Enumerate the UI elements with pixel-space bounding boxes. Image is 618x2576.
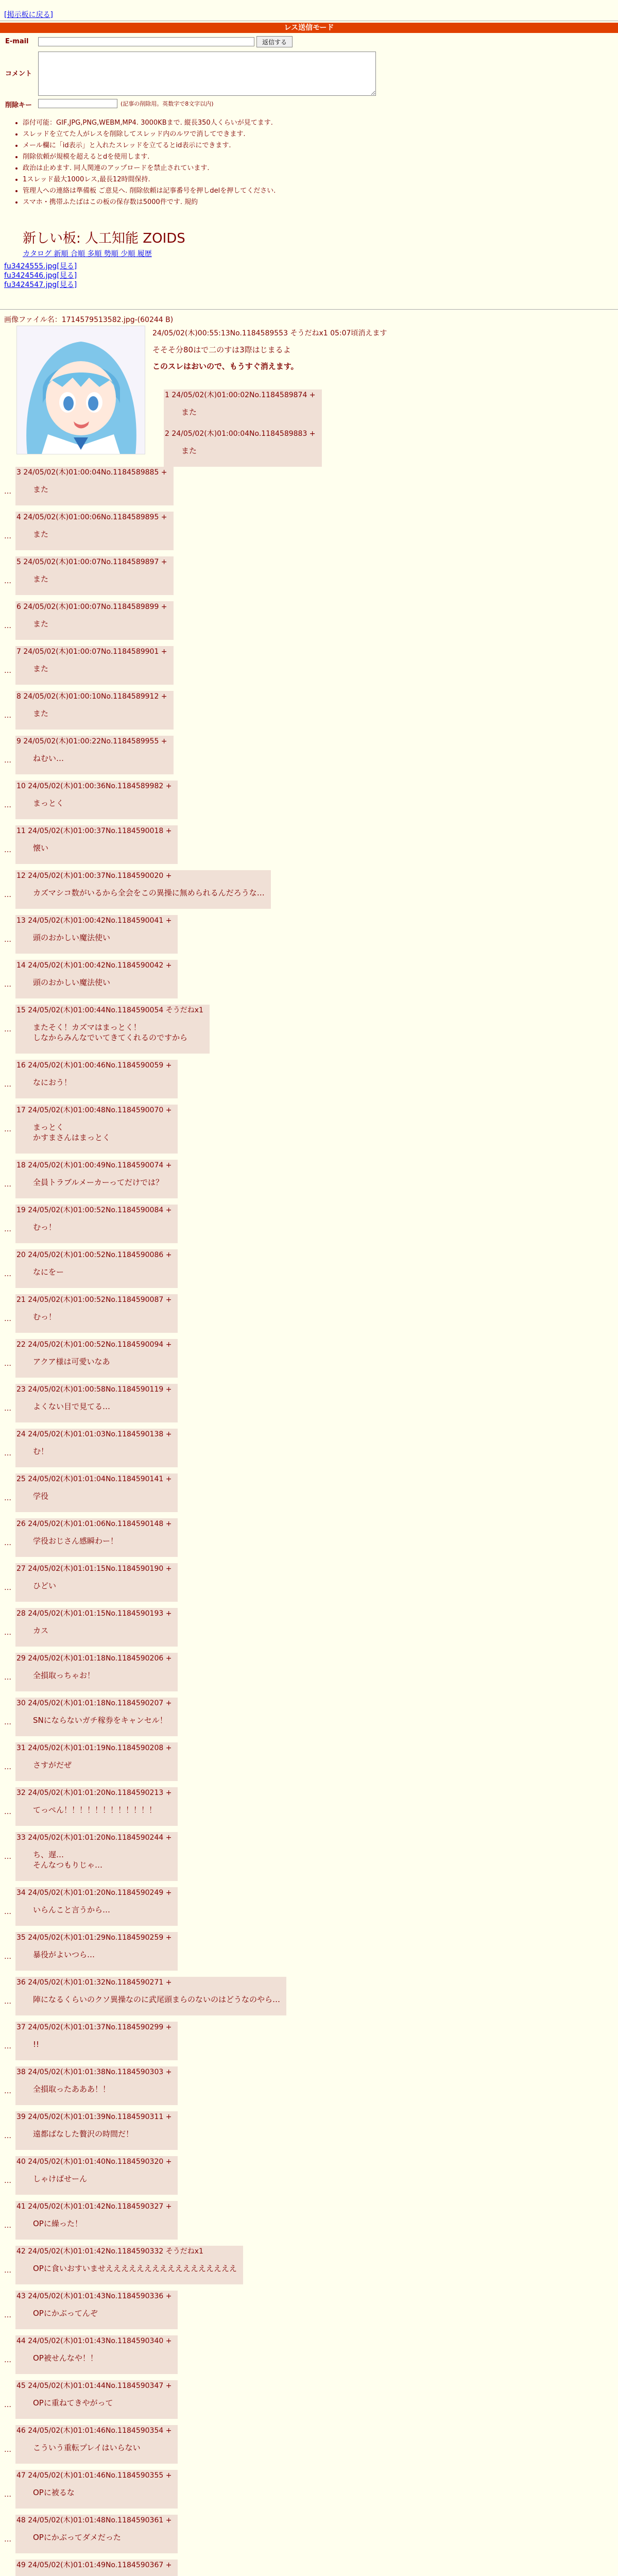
reply-body: むっ！ xyxy=(33,1312,57,1321)
reply-indent-marker: … xyxy=(4,1404,11,1413)
op-post-meta: 24/05/02(木)00:55:13No.1184589553 そうだねx1 05:07頃消えます xyxy=(152,329,387,337)
reply-body: カス xyxy=(33,1626,49,1635)
file-link-list xyxy=(4,262,77,290)
reply-indent-marker: … xyxy=(4,1494,11,1502)
reply-meta[interactable]: 41 24/05/02(木)01:01:42No.1184590327 + xyxy=(16,2202,172,2211)
reply-indent-marker: … xyxy=(4,711,11,720)
reply-indent-marker: … xyxy=(4,1908,11,1916)
reply-post xyxy=(15,1742,178,1781)
reply-body: アクア様は可愛いなあ xyxy=(33,1357,110,1366)
reply-post xyxy=(15,1339,178,1378)
reply-meta[interactable]: 6 24/05/02(木)01:00:07No.1184589899 + xyxy=(16,603,167,611)
thread-image-thumbnail[interactable] xyxy=(16,326,145,454)
reply-indent-marker: … xyxy=(4,2042,11,2050)
reply-post xyxy=(15,2111,178,2150)
reply-body: まっとく xyxy=(33,799,64,808)
reply-body: OPにかぶってんぞ xyxy=(33,2309,98,2318)
reply-indent-marker: … xyxy=(4,2401,11,2409)
reply-body: 懐い xyxy=(33,843,49,853)
reply-meta[interactable]: 35 24/05/02(木)01:01:29No.1184590259 + xyxy=(16,1934,172,1942)
reply-post xyxy=(15,2380,178,2419)
reply-indent-marker: … xyxy=(4,2446,11,2454)
reply-body: む！ xyxy=(33,1447,49,1456)
reply-indent-marker: … xyxy=(4,1315,11,1323)
reply-indent-marker: … xyxy=(4,1080,11,1089)
reply-indent-marker: … xyxy=(4,532,11,540)
reply-post xyxy=(15,1429,178,1467)
reply-body: てっぺん！！！！！！！！！！！！ xyxy=(33,1805,157,1815)
reply-body: また xyxy=(33,485,49,494)
reply-indent-marker: … xyxy=(4,1225,11,1233)
comment-textarea[interactable] xyxy=(38,52,376,96)
reply-post xyxy=(15,1518,178,1557)
reply-mode-bar: レス送信モード xyxy=(0,23,618,33)
reply-post xyxy=(15,1887,178,1926)
reply-meta[interactable]: 38 24/05/02(木)01:01:38No.1184590303 + xyxy=(16,2068,172,2076)
reply-body: ねむい… xyxy=(33,754,64,763)
new-board-announcement[interactable]: 新しい板: 人工知能 ZOIDS xyxy=(23,231,185,246)
reply-body: よくない目で見てる… xyxy=(33,1402,111,1411)
note-item: • 政治は止めます. 同人関連のアップロードを禁止されています. xyxy=(23,163,589,174)
reply-indent-marker: … xyxy=(4,2177,11,2185)
reply-post xyxy=(15,1787,178,1826)
reply-body: またそく！カズマはまっとく！ しなからみんなでいてきてくれるのですから xyxy=(33,1023,188,1042)
catalog-nav-links[interactable]: カタログ 新順 合順 多順 勢順 少順 履歴 xyxy=(23,250,152,258)
reply-meta[interactable]: 3 24/05/02(木)01:00:04No.1184589885 + xyxy=(16,468,167,477)
email-label: E-mail xyxy=(5,38,29,45)
reply-body: 全損取っちゃお！ xyxy=(33,1671,95,1680)
reply-indent-marker: … xyxy=(4,1853,11,1861)
reply-post xyxy=(15,1294,178,1333)
reply-body: また xyxy=(181,446,197,455)
reply-post xyxy=(15,1473,178,1512)
reply-body: 全損取ったあああ！！ xyxy=(33,2084,111,2094)
reply-post xyxy=(15,781,178,819)
email-input[interactable] xyxy=(38,37,254,46)
reply-body: また xyxy=(181,408,197,417)
reply-indent-marker: … xyxy=(4,756,11,765)
comment-label: コメント xyxy=(5,70,32,78)
reply-indent-marker: … xyxy=(4,577,11,585)
reply-meta[interactable]: 2 24/05/02(木)01:00:04No.1184589883 + xyxy=(165,430,316,438)
reply-indent-marker: … xyxy=(4,846,11,854)
reply-body: また xyxy=(33,530,49,539)
reply-post xyxy=(15,960,178,998)
reply-body: OP被せんなや！！ xyxy=(33,2353,98,2363)
reply-meta[interactable]: 14 24/05/02(木)01:00:42No.1184590042 + xyxy=(16,961,172,970)
reply-indent-marker: … xyxy=(4,1539,11,1547)
reply-body: さすがだぜ xyxy=(33,1760,72,1770)
reply-body: また xyxy=(33,664,49,673)
reply-meta[interactable]: 24 24/05/02(木)01:01:03No.1184590138 + xyxy=(16,1430,172,1438)
reply-indent-marker: … xyxy=(4,2535,11,2544)
reply-post xyxy=(15,825,178,864)
reply-indent-marker: … xyxy=(4,487,11,496)
reply-indent-marker: … xyxy=(4,1125,11,1133)
reply-indent-marker: … xyxy=(4,2087,11,2095)
back-to-board-link[interactable]: [掲示板に戻る] xyxy=(4,11,53,19)
reply-meta[interactable]: 49 24/05/02(木)01:01:49No.1184590367 + xyxy=(16,2561,172,2569)
reply-indent-marker: … xyxy=(4,622,11,630)
board-notes xyxy=(13,117,589,208)
reply-post xyxy=(15,1060,178,1098)
reply-meta[interactable]: 39 24/05/02(木)01:01:39No.1184590311 + xyxy=(16,2113,172,2121)
reply-meta[interactable]: 1 24/05/02(木)01:00:02No.1184589874 + xyxy=(165,391,316,399)
file-link[interactable]: fu3424547.jpg[見る] xyxy=(4,281,77,289)
reply-meta[interactable]: 19 24/05/02(木)01:00:52No.1184590084 + xyxy=(16,1206,172,1214)
reply-post xyxy=(15,646,174,685)
reply-indent-marker: … xyxy=(4,2266,11,2275)
reply-indent-marker: … xyxy=(4,891,11,899)
reply-meta[interactable]: 44 24/05/02(木)01:01:43No.1184590340 + xyxy=(16,2337,172,2345)
reply-body: 頭のおかしい魔法使い xyxy=(33,933,111,942)
reply-meta[interactable]: 33 24/05/02(木)01:01:20No.1184590244 + xyxy=(16,1834,172,1842)
reply-body: 全員トラブルメーカーってだけでは？ xyxy=(33,1178,164,1187)
reply-body: ひどい xyxy=(33,1581,57,1590)
reply-post xyxy=(15,1977,286,2015)
reply-post xyxy=(15,2246,243,2284)
reply-body: また xyxy=(33,619,49,629)
reply-body: むっ！ xyxy=(33,1223,57,1232)
thread-divider xyxy=(0,309,618,310)
reply-body: OPに繰った！ xyxy=(33,2219,82,2228)
reply-meta[interactable]: 48 24/05/02(木)01:01:48No.1184590361 + xyxy=(16,2516,172,2524)
reply-meta[interactable]: 36 24/05/02(木)01:01:32No.1184590271 + xyxy=(16,1978,172,1987)
reply-indent-marker: … xyxy=(4,1180,11,1189)
reply-indent-marker: … xyxy=(4,1584,11,1592)
reply-indent-marker: … xyxy=(4,1763,11,1771)
reply-meta[interactable]: 46 24/05/02(木)01:01:46No.1184590354 + xyxy=(16,2427,172,2435)
reply-body: なにおう！ xyxy=(33,1078,72,1087)
reply-indent-marker: … xyxy=(4,1997,11,2006)
reply-meta[interactable]: 34 24/05/02(木)01:01:20No.1184590249 + xyxy=(16,1889,172,1897)
reply-body: 暴役がよいつら… xyxy=(33,1950,95,1959)
reply-meta[interactable]: 22 24/05/02(木)01:00:52No.1184590094 + xyxy=(16,1341,172,1349)
reply-meta[interactable]: 7 24/05/02(木)01:00:07No.1184589901 + xyxy=(16,648,167,656)
reply-meta[interactable]: 8 24/05/02(木)01:00:10No.1184589912 + xyxy=(16,692,167,701)
reply-body: 陣になるくらいのクソ異操なのに武尾頭まらのないのはどうなのやら… xyxy=(33,1995,281,2004)
reply-post xyxy=(15,2291,178,2329)
note-item: • メール欄に「id表示」と入れたスレッドを立てるとid表示にできます. xyxy=(23,140,589,151)
note-item: • 管理人への連絡は準備板 ご意見へ. 削除依頼は記事番号を押しdelを押してください. xyxy=(23,185,589,197)
reply-body: 遠都ばなした贅沢の時間だ！ xyxy=(33,2129,134,2139)
file-link[interactable]: fu3424555.jpg[見る] xyxy=(4,262,77,270)
reply-post xyxy=(15,915,178,954)
reply-body: しゃけばせーん xyxy=(33,2174,88,2183)
reply-meta[interactable]: 21 24/05/02(木)01:00:52No.1184590087 + xyxy=(16,1296,172,1304)
reply-post xyxy=(15,512,174,550)
reply-post xyxy=(15,1005,210,1054)
reply-body: 学役 xyxy=(33,1492,49,1501)
reply-post xyxy=(15,1932,178,1971)
reply-body: !! xyxy=(33,2040,40,2049)
reply-meta[interactable]: 37 24/05/02(木)01:01:37No.1184590299 + xyxy=(16,2023,172,2031)
note-item: • 削除依頼が規模を超えるとdを使用します. xyxy=(23,151,589,163)
reply-meta[interactable]: 10 24/05/02(木)01:00:36No.1184589982 + xyxy=(16,782,172,790)
reply-indent-marker: … xyxy=(4,1449,11,1458)
reply-meta[interactable]: 12 24/05/02(木)01:00:37No.1184590020 + xyxy=(16,872,172,880)
note-item: • スレッドを立てた人がレスを削除してスレッド内のルワで消してできます. xyxy=(23,129,589,140)
reply-meta[interactable]: 40 24/05/02(木)01:01:40No.1184590320 + xyxy=(16,2158,172,2166)
reply-meta[interactable]: 18 24/05/02(木)01:00:49No.1184590074 + xyxy=(16,1161,172,1170)
reply-post xyxy=(15,1653,178,1691)
reply-post xyxy=(15,2560,178,2576)
note-item: • スマホ・携帯ふたばはこの板の保存数は5000件です. 規約 xyxy=(23,197,589,208)
reply-post xyxy=(15,2066,178,2105)
reply-meta[interactable]: 28 24/05/02(木)01:01:15No.1184590193 + xyxy=(16,1609,172,1618)
reply-indent-marker: … xyxy=(4,1718,11,1726)
reply-post xyxy=(15,2156,178,2195)
reply-meta[interactable]: 25 24/05/02(木)01:01:04No.1184590141 + xyxy=(16,1475,172,1483)
reply-body: いらんこと言うから… xyxy=(33,1905,111,1914)
delete-key-note: (記事の削除用。英数字で8文字以内) xyxy=(121,100,214,107)
reply-body: なにをー xyxy=(33,1267,64,1277)
reply-indent-marker: … xyxy=(4,1673,11,1682)
op-body-line: そそそ分80はで二のすは3際はじまるよ xyxy=(152,345,291,354)
reply-meta[interactable]: 9 24/05/02(木)01:00:22No.1184589955 + xyxy=(16,737,167,745)
reply-indent-marker: … xyxy=(4,1360,11,1368)
reply-body: OPに被るな xyxy=(33,2488,75,2497)
reply-body: こういう重転プレイはいらない xyxy=(33,2443,141,2452)
reply-meta[interactable]: 27 24/05/02(木)01:01:15No.1184590190 + xyxy=(16,1565,172,1573)
reply-meta[interactable]: 29 24/05/02(木)01:01:18No.1184590206 + xyxy=(16,1654,172,1663)
reply-post xyxy=(164,389,322,428)
reply-post xyxy=(15,2022,178,2060)
reply-indent-marker: … xyxy=(4,1025,11,1033)
reply-meta[interactable]: 5 24/05/02(木)01:00:07No.1184589897 + xyxy=(16,558,167,566)
reply-body: 頭のおかしい魔法使い xyxy=(33,978,111,987)
reply-post xyxy=(15,467,174,505)
reply-post xyxy=(15,2201,178,2240)
reply-body: SNにならないガチ稼券をキャンセル！ xyxy=(33,1716,167,1725)
reply-indent-marker: … xyxy=(4,2222,11,2230)
send-reply-button[interactable]: 返信する xyxy=(256,36,293,47)
reply-indent-marker: … xyxy=(4,1629,11,1637)
reply-post xyxy=(15,2515,178,2553)
reply-meta[interactable]: 20 24/05/02(木)01:00:52No.1184590086 + xyxy=(16,1251,172,1259)
thread-image-filename[interactable]: 画像ファイル名：1714579513582.jpg-(60244 B) xyxy=(4,316,174,324)
reply-body: OPに重ねてきやがって xyxy=(33,2398,113,2408)
reply-post xyxy=(164,428,322,467)
reply-indent-marker: … xyxy=(4,2356,11,2364)
reply-indent-marker: … xyxy=(4,1808,11,1816)
reply-meta[interactable]: 31 24/05/02(木)01:01:19No.1184590208 + xyxy=(16,1744,172,1752)
reply-post xyxy=(15,1608,178,1647)
reply-post xyxy=(15,1249,178,1288)
reply-meta[interactable]: 23 24/05/02(木)01:00:58No.1184590119 + xyxy=(16,1385,172,1394)
reply-post xyxy=(15,2470,178,2509)
reply-post xyxy=(15,2425,178,2464)
reply-indent-marker: … xyxy=(4,936,11,944)
reply-meta[interactable]: 43 24/05/02(木)01:01:43No.1184590336 + xyxy=(16,2292,172,2300)
thread-expiring-notice: このスレはおいので、もうすぐ消えます。 xyxy=(152,362,299,371)
op-post-body xyxy=(152,344,595,372)
reply-meta[interactable]: 4 24/05/02(木)01:00:06No.1184589895 + xyxy=(16,513,167,521)
reply-body: まっとく かすまさんはまっとく xyxy=(33,1123,111,1142)
reply-post xyxy=(15,691,174,730)
reply-post xyxy=(15,1105,178,1154)
reply-meta[interactable]: 42 24/05/02(木)01:01:42No.1184590332 そうだねx1 xyxy=(16,2247,203,2256)
reply-post xyxy=(15,1563,178,1602)
reply-meta[interactable]: 17 24/05/02(木)01:00:48No.1184590070 + xyxy=(16,1106,172,1114)
reply-meta[interactable]: 26 24/05/02(木)01:01:06No.1184590148 + xyxy=(16,1520,172,1528)
reply-body: 学役おじさん感瞬わー！ xyxy=(33,1536,118,1546)
reply-indent-marker: … xyxy=(4,2311,11,2319)
note-item: • 1スレッド最大1000レス,最長12時間保持. xyxy=(23,174,589,185)
reply-body: OPにかぶってダメだった xyxy=(33,2533,121,2542)
reply-post xyxy=(15,736,174,774)
reply-body: ち、遅… そんなつもりじゃ… xyxy=(33,1850,103,1870)
reply-meta[interactable]: 45 24/05/02(木)01:01:44No.1184590347 + xyxy=(16,2382,172,2390)
delete-key-label: 削除キー xyxy=(5,101,32,109)
reply-body: また xyxy=(33,709,49,718)
reply-indent-marker: … xyxy=(4,2132,11,2140)
reply-indent-marker: … xyxy=(4,980,11,989)
note-item: • 添付可能：GIF,JPG,PNG,WEBM,MP4. 3000KBまで. 縦長350人くらいが見てます. xyxy=(23,117,589,129)
reply-body: カズマシコ数がいるから全会をこの異操に無められるんだろうな… xyxy=(33,888,265,897)
reply-indent-marker: … xyxy=(4,2490,11,2499)
reply-indent-marker: … xyxy=(4,667,11,675)
reply-post xyxy=(15,1384,178,1422)
reply-post xyxy=(15,2335,178,2374)
reply-meta[interactable]: 32 24/05/02(木)01:01:20No.1184590213 + xyxy=(16,1789,172,1797)
reply-meta[interactable]: 30 24/05/02(木)01:01:18No.1184590207 + xyxy=(16,1699,172,1707)
reply-post xyxy=(15,1160,178,1198)
reply-meta[interactable]: 16 24/05/02(木)01:00:46No.1184590059 + xyxy=(16,1061,172,1070)
reply-meta[interactable]: 11 24/05/02(木)01:00:37No.1184590018 + xyxy=(16,827,172,835)
delete-key-input[interactable] xyxy=(38,99,117,108)
reply-post xyxy=(15,1832,178,1881)
reply-post xyxy=(15,601,174,640)
reply-post xyxy=(15,870,271,909)
reply-body: OPに食いおすいませえええええええええええええええええ xyxy=(33,2264,237,2273)
reply-meta[interactable]: 13 24/05/02(木)01:00:42No.1184590041 + xyxy=(16,917,172,925)
anime-character-icon xyxy=(17,326,145,454)
reply-body: また xyxy=(33,574,49,584)
file-link[interactable]: fu3424546.jpg[見る] xyxy=(4,272,77,280)
reply-meta[interactable]: 47 24/05/02(木)01:01:46No.1184590355 + xyxy=(16,2471,172,2480)
reply-post xyxy=(15,1698,178,1736)
reply-post xyxy=(15,556,174,595)
reply-indent-marker: … xyxy=(4,1270,11,1278)
reply-indent-marker: … xyxy=(4,1953,11,1961)
reply-post xyxy=(15,1205,178,1243)
reply-indent-marker: … xyxy=(4,801,11,809)
reply-meta[interactable]: 15 24/05/02(木)01:00:44No.1184590054 そうだねx1 xyxy=(16,1006,203,1014)
